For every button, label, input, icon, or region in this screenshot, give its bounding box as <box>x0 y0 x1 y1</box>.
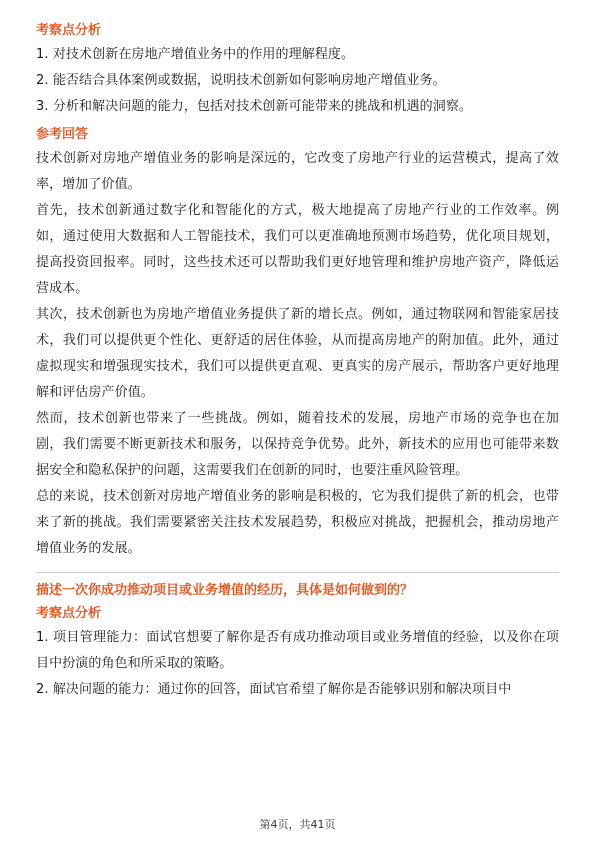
answer-paragraph: 首先，技术创新通过数字化和智能化的方式，极大地提高了房地产行业的工作效率。例如，通过使用大数据和人工智能技术，我们可以更准确地预测市场趋势，优化项目规划，提高投资回报率。同时，这些技术还可以帮助我们更好地管理和维护房地产资产，降低运营成本。 <box>36 203 559 296</box>
document-page <box>36 20 559 703</box>
analysis-item: 1. 项目管理能力：面试官想要了解你是否有成功推动项目或业务增值的经验，以及你在项目中扮演的角色和所采取的策略。 <box>36 630 559 671</box>
answer-paragraph: 总的来说，技术创新对房地产增值业务的影响是积极的，它为我们提供了新的机会，也带来了新的挑战。我们需要紧密关注技术发展趋势，积极应对挑战，把握机会，推动房地产增值业务的发展。 <box>36 489 559 556</box>
analysis-item: 2. 能否结合具体案例或数据，说明技术创新如何影响房地产增值业务。 <box>36 73 446 88</box>
section-heading-answer: 参考回答 <box>36 127 89 142</box>
answer-paragraph: 技术创新对房地产增值业务的影响是深远的，它改变了房地产行业的运营模式，提高了效率，增加了价值。 <box>36 151 559 192</box>
answer-paragraph: 其次，技术创新也为房地产增值业务提供了新的增长点。例如，通过物联网和智能家居技术，我们可以提供更个性化、更舒适的居住体验，从而提高房地产的附加值。此外，通过虚拟现实和增强现实技术，我们可以提供更直观、更真实的房产展示，帮助客户更好地理解和评估房产价值。 <box>36 307 559 400</box>
section-heading-analysis: 考察点分析 <box>36 23 102 38</box>
answer-paragraph: 然而，技术创新也带来了一些挑战。例如，随着技术的发展，房地产市场的竞争也在加剧，我们需要不断更新技术和服务，以保持竞争优势。此外，新技术的应用也可能带来数据安全和隐私保护的问题，这需要我们在创新的同时，也要注重风险管理。 <box>36 411 559 478</box>
analysis-item: 2. 解决问题的能力：通过你的回答，面试官希望了解你是否能够识别和解决项目中 <box>36 682 512 697</box>
section-heading-analysis-2: 考察点分析 <box>36 606 102 621</box>
analysis-item: 1. 对技术创新在房地产增值业务中的作用的理解程度。 <box>36 47 355 62</box>
section-divider <box>36 572 559 573</box>
question-title: 描述一次你成功推动项目或业务增值的经历，具体是如何做到的？ <box>36 583 414 598</box>
analysis-item: 3. 分析和解决问题的能力，包括对技术创新可能带来的挑战和机遇的洞察。 <box>36 99 473 114</box>
page-footer: 第4页，共41页 <box>259 818 336 831</box>
